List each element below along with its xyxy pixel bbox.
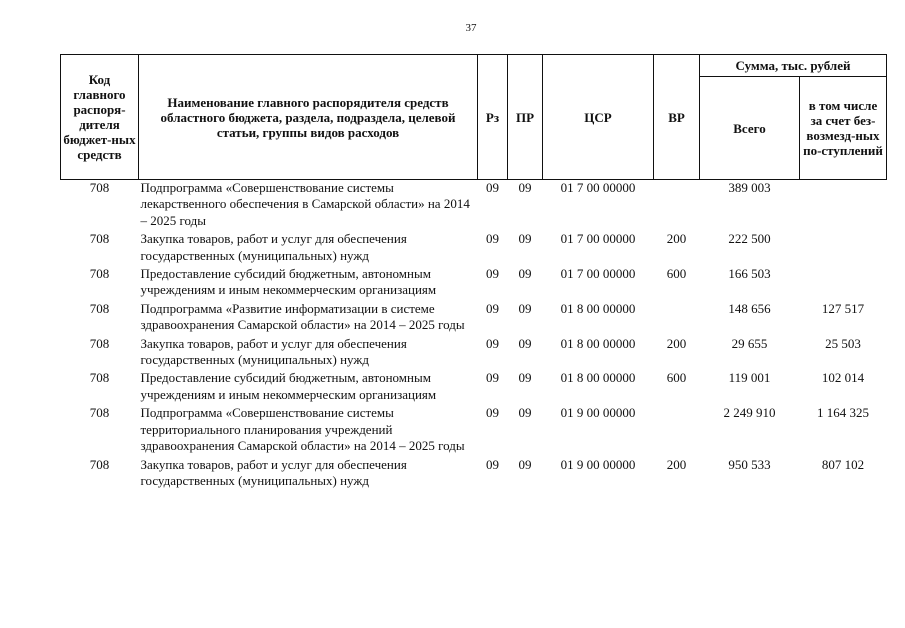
cell-name: Закупка товаров, работ и услуг для обеспечения государственных (муниципальных) нужд — [140, 231, 407, 263]
cell-name: Закупка товаров, работ и услуг для обеспечения государственных (муниципальных) нужд — [140, 335, 407, 368]
cell-free — [800, 266, 887, 301]
header-name: Наименование главного распорядителя средств областного бюджета, раздела, подраздела, целевой статьи, группы видов расходов — [139, 55, 478, 180]
cell-total: 222 500 — [728, 231, 771, 247]
cell-rz: 09 — [486, 456, 499, 472]
cell-code: 708 — [89, 266, 110, 282]
table-row — [61, 180, 887, 232]
cell-csr: 01 9 00 00000 — [560, 456, 636, 472]
cell-code: 708 — [89, 456, 110, 472]
page-number: 37 — [465, 22, 477, 34]
table-row — [61, 405, 887, 456]
cell-csr: 01 7 00 00000 — [560, 231, 636, 247]
cell-pr: 09 — [518, 300, 532, 316]
cell-csr: 01 9 00 00000 — [560, 405, 636, 421]
cell-total: 2 249 910 — [723, 405, 776, 421]
cell-csr: 01 8 00 00000 — [560, 370, 636, 386]
cell-code: 708 — [89, 300, 110, 316]
cell-pr: 09 — [518, 231, 532, 247]
cell-pr: 09 — [518, 266, 532, 282]
cell-rz: 09 — [486, 370, 499, 386]
cell-pr: 09 — [518, 370, 532, 386]
cell-name: Предоставление субсидий бюджетным, автономным учреждениям и иным некоммерческим организациям — [140, 370, 437, 402]
header-csr: ЦСР — [543, 55, 654, 180]
cell-vr — [654, 180, 700, 232]
cell-total: 950 533 — [728, 456, 771, 472]
cell-code: 708 — [89, 405, 110, 421]
cell-vr: 200 — [666, 231, 687, 247]
table-row — [61, 457, 887, 492]
cell-name: Закупка товаров, работ и услуг для обеспечения государственных (муниципальных) нужд — [140, 456, 407, 488]
header-rz: Рз — [478, 55, 508, 180]
cell-total: 148 656 — [728, 300, 771, 316]
cell-free — [800, 231, 887, 266]
header-total: Всего — [700, 77, 800, 180]
cell-total: 166 503 — [728, 266, 771, 282]
cell-rz: 09 — [486, 335, 499, 351]
header-free: в том числе за счет без-возмезд-ных по-ступлений — [800, 77, 887, 180]
cell-pr: 09 — [518, 335, 532, 351]
cell-rz: 09 — [486, 180, 499, 195]
cell-free: 25 503 — [825, 335, 861, 351]
cell-name: Подпрограмма «Развитие информатизации в системе здравоохранения Самарской области» на 2014 – 2025 годы — [140, 300, 465, 333]
cell-name: Подпрограмма «Совершенствование системы лекарственного обеспечения в Самарской области» на 2014 – 2025 годы — [140, 180, 470, 228]
cell-name: Подпрограмма «Совершенствование системы территориального планирования учреждений здравоохранения Самарской области» на 2014 – 2025 годы — [140, 405, 465, 454]
table-row — [61, 301, 887, 336]
cell-vr: 600 — [666, 266, 687, 282]
cell-name: Предоставление субсидий бюджетным, автономным учреждениям и иным некоммерческим организациям — [140, 266, 437, 298]
cell-code: 708 — [89, 180, 110, 195]
cell-free: 807 102 — [821, 456, 865, 472]
cell-vr — [654, 301, 700, 336]
table-row — [61, 231, 887, 266]
cell-pr: 09 — [518, 456, 532, 472]
cell-csr: 01 8 00 00000 — [560, 335, 636, 351]
table-row — [61, 336, 887, 371]
cell-pr: 09 — [518, 405, 532, 421]
cell-vr: 200 — [666, 335, 687, 351]
cell-total: 389 003 — [728, 180, 771, 195]
cell-csr: 01 7 00 00000 — [560, 266, 636, 282]
cell-vr — [654, 405, 700, 456]
cell-free: 102 014 — [821, 370, 865, 386]
cell-rz: 09 — [486, 405, 499, 421]
table-row — [61, 266, 887, 301]
budget-table — [60, 54, 887, 491]
header-code: Код главного распоря-дителя бюджет-ных средств — [61, 55, 139, 180]
header-pr: ПР — [508, 55, 543, 180]
cell-vr: 200 — [666, 456, 687, 472]
cell-rz: 09 — [486, 266, 499, 282]
header-vr: ВР — [654, 55, 700, 180]
cell-code: 708 — [89, 231, 110, 247]
table-row — [61, 370, 887, 405]
cell-total: 29 655 — [731, 335, 768, 351]
cell-total: 119 001 — [728, 370, 771, 386]
cell-csr: 01 8 00 00000 — [560, 300, 636, 316]
cell-code: 708 — [89, 370, 110, 386]
cell-csr: 01 7 00 00000 — [560, 180, 636, 195]
cell-rz: 09 — [486, 231, 499, 247]
cell-rz: 09 — [486, 300, 499, 316]
cell-free — [800, 180, 887, 232]
header-sum-group: Сумма, тыс. рублей — [700, 55, 887, 77]
cell-vr: 600 — [666, 370, 687, 386]
cell-code: 708 — [89, 335, 110, 351]
cell-pr: 09 — [518, 180, 532, 195]
cell-free: 1 164 325 — [817, 405, 869, 421]
cell-free: 127 517 — [821, 300, 865, 316]
